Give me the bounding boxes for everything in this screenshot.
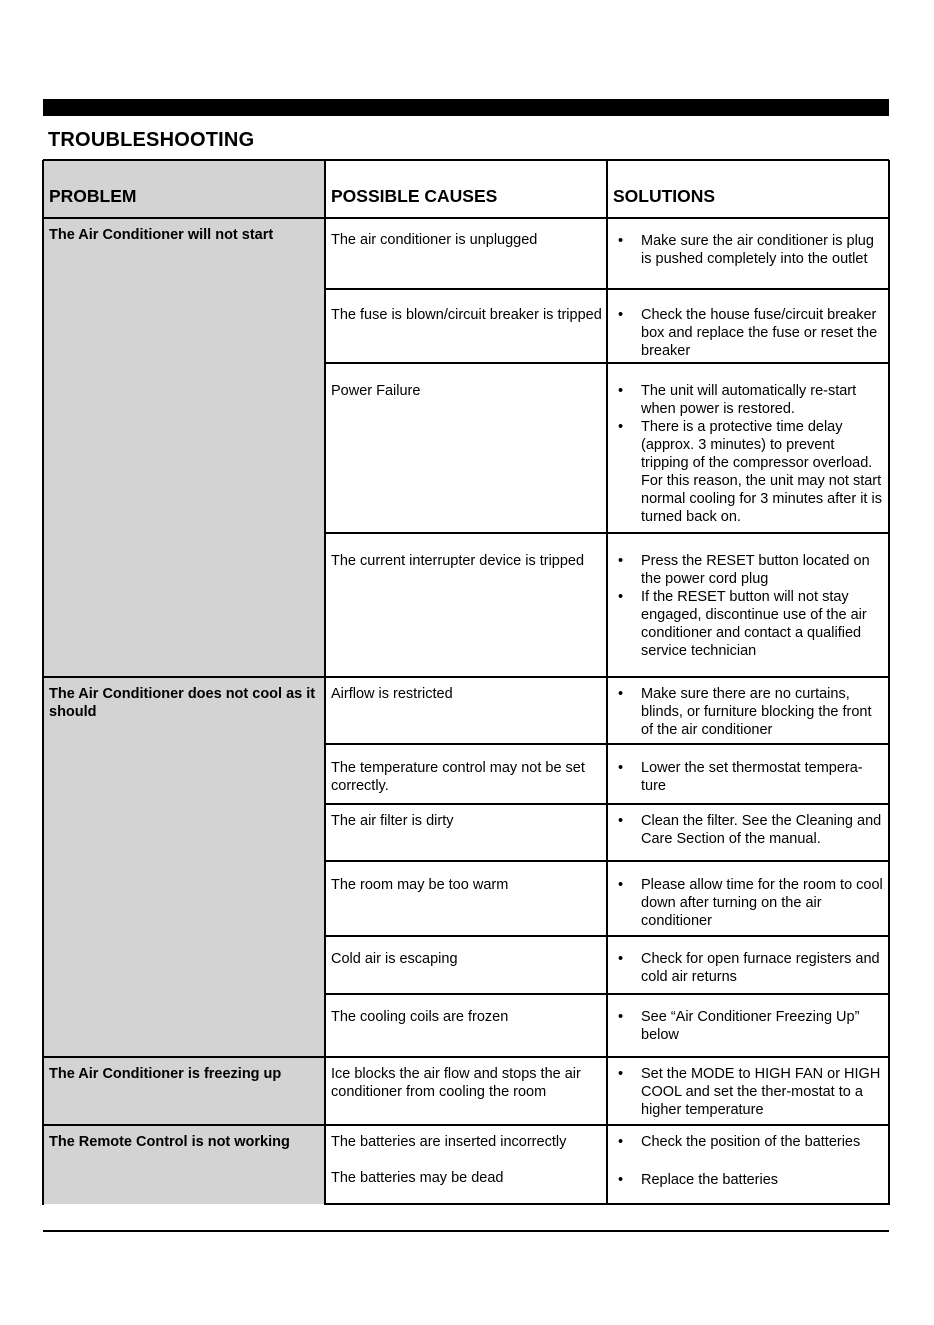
solution-cell	[607, 533, 889, 677]
solution-item: • Clean the filter. See the Cleaning and Care Section of the manual.	[613, 812, 884, 848]
problem-cell: The Air Conditioner is freezing up	[43, 1057, 325, 1125]
grid-line	[325, 803, 889, 805]
solution-item: • Please allow time for the room to cool down after turning on the air conditioner	[613, 876, 884, 930]
cause-text: The air filter is dirty	[331, 813, 454, 829]
cause-text: Ice blocks the air flow and stops the air conditioner from cooling the room	[331, 1066, 581, 1100]
cause-text: The cooling coils are frozen	[331, 1009, 509, 1025]
cause-cell	[325, 533, 607, 677]
cause-text: The temperature control may not be set correctly.	[331, 760, 585, 794]
solution-list	[613, 812, 884, 848]
solution-cell	[607, 218, 889, 289]
grid-line	[43, 1124, 889, 1126]
grid-line	[325, 532, 889, 534]
solution-item: • Check for open furnace registers and cold air returns	[613, 950, 884, 986]
cause-text: The batteries may be dead	[331, 1170, 504, 1186]
solution-item: • Lower the set thermostat tempera-ture	[613, 759, 884, 795]
cause-cell	[325, 804, 607, 861]
solution-item: • If the RESET button will not stay engaged, discontinue use of the air conditioner and contact a qualified service technician	[613, 588, 884, 660]
grid-line	[325, 362, 889, 364]
grid-line	[325, 288, 889, 290]
solution-item: • Check the position of the batteries	[613, 1133, 884, 1151]
cause-cell	[325, 1057, 607, 1125]
solution-item: • The unit will automatically re-start when power is restored.	[613, 382, 884, 418]
solution-item: • Press the RESET button located on the power cord plug	[613, 552, 884, 588]
cause-text: The batteries are inserted incorrectly	[331, 1134, 567, 1150]
grid-line	[43, 217, 889, 219]
cause-text: The current interrupter device is tripped	[331, 553, 585, 569]
solution-cell	[607, 744, 889, 804]
grid-line	[43, 159, 889, 161]
solution-list	[613, 876, 884, 930]
solution-item: • Make sure there are no curtains, blinds, or furniture blocking the front of the air conditioner	[613, 685, 884, 739]
solution-cell	[607, 1125, 889, 1204]
cause-text: The room may be too warm	[331, 877, 509, 893]
grid-line	[325, 935, 889, 937]
grid-line	[325, 993, 889, 995]
cause-cell	[325, 289, 607, 363]
bottom-rule	[43, 1230, 889, 1232]
solution-item: • Set the MODE to HIGH FAN or HIGH COOL and set the ther-mostat to a higher temperature	[613, 1065, 884, 1119]
solution-list	[613, 552, 884, 660]
cause-cell	[325, 218, 607, 289]
grid-line	[42, 160, 44, 1205]
solution-cell	[607, 804, 889, 861]
grid-line	[43, 676, 889, 678]
grid-line	[325, 860, 889, 862]
solution-list	[613, 759, 884, 795]
problem-cell: The Air Conditioner does not cool as it should	[43, 677, 325, 1057]
solution-list	[613, 306, 884, 360]
cause-cell	[325, 994, 607, 1057]
solution-cell	[607, 1057, 889, 1125]
header-causes: POSSIBLE CAUSES	[325, 160, 607, 218]
solution-list	[613, 382, 884, 526]
solution-item: • See “Air Conditioner Freezing Up” below	[613, 1008, 884, 1044]
solution-item: • Replace the batteries	[613, 1171, 884, 1189]
grid-line	[888, 160, 890, 1205]
solution-list	[613, 1008, 884, 1044]
grid-line	[325, 743, 889, 745]
problem-cell: The Air Conditioner will not start	[43, 218, 325, 677]
cause-cell	[325, 861, 607, 936]
grid-line	[324, 160, 326, 1205]
cause-cell	[325, 677, 607, 744]
solution-cell	[607, 363, 889, 533]
grid-line	[606, 160, 608, 1205]
grid-line	[325, 1203, 889, 1205]
solution-item: • There is a protective time delay (approx. 3 minutes) to prevent tripping of the compressor overload. For this reason, the unit may not start normal cooling for 3 minutes after it is turned back on.	[613, 418, 884, 526]
header-solutions: SOLUTIONS	[607, 160, 889, 218]
cause-cell	[325, 744, 607, 804]
solution-cell	[607, 994, 889, 1057]
cause-cell	[325, 936, 607, 994]
cause-text: Power Failure	[331, 383, 421, 399]
cause-text: Cold air is escaping	[331, 951, 458, 967]
problem-cell: The Remote Control is not working	[43, 1125, 325, 1204]
grid-line	[43, 1056, 889, 1058]
solution-list	[613, 1065, 884, 1119]
cause-text: The air conditioner is unplugged	[331, 232, 538, 248]
solution-list	[613, 950, 884, 986]
solution-item: • Make sure the air conditioner is plug is pushed completely into the outlet	[613, 232, 884, 268]
solution-item: • Check the house fuse/circuit breaker box and replace the fuse or reset the breaker	[613, 306, 884, 360]
solution-list	[613, 1133, 884, 1189]
page-title: TROUBLESHOOTING	[48, 129, 255, 151]
cause-text: The fuse is blown/circuit breaker is tripped	[331, 307, 602, 323]
solution-list	[613, 232, 884, 268]
solution-list	[613, 685, 884, 739]
solution-cell	[607, 936, 889, 994]
solution-cell	[607, 861, 889, 936]
cause-cell	[325, 1125, 607, 1204]
cause-cell	[325, 363, 607, 533]
solution-cell	[607, 677, 889, 744]
cause-text: Airflow is restricted	[331, 686, 453, 702]
header-problem: PROBLEM	[43, 160, 325, 218]
solution-cell	[607, 289, 889, 363]
